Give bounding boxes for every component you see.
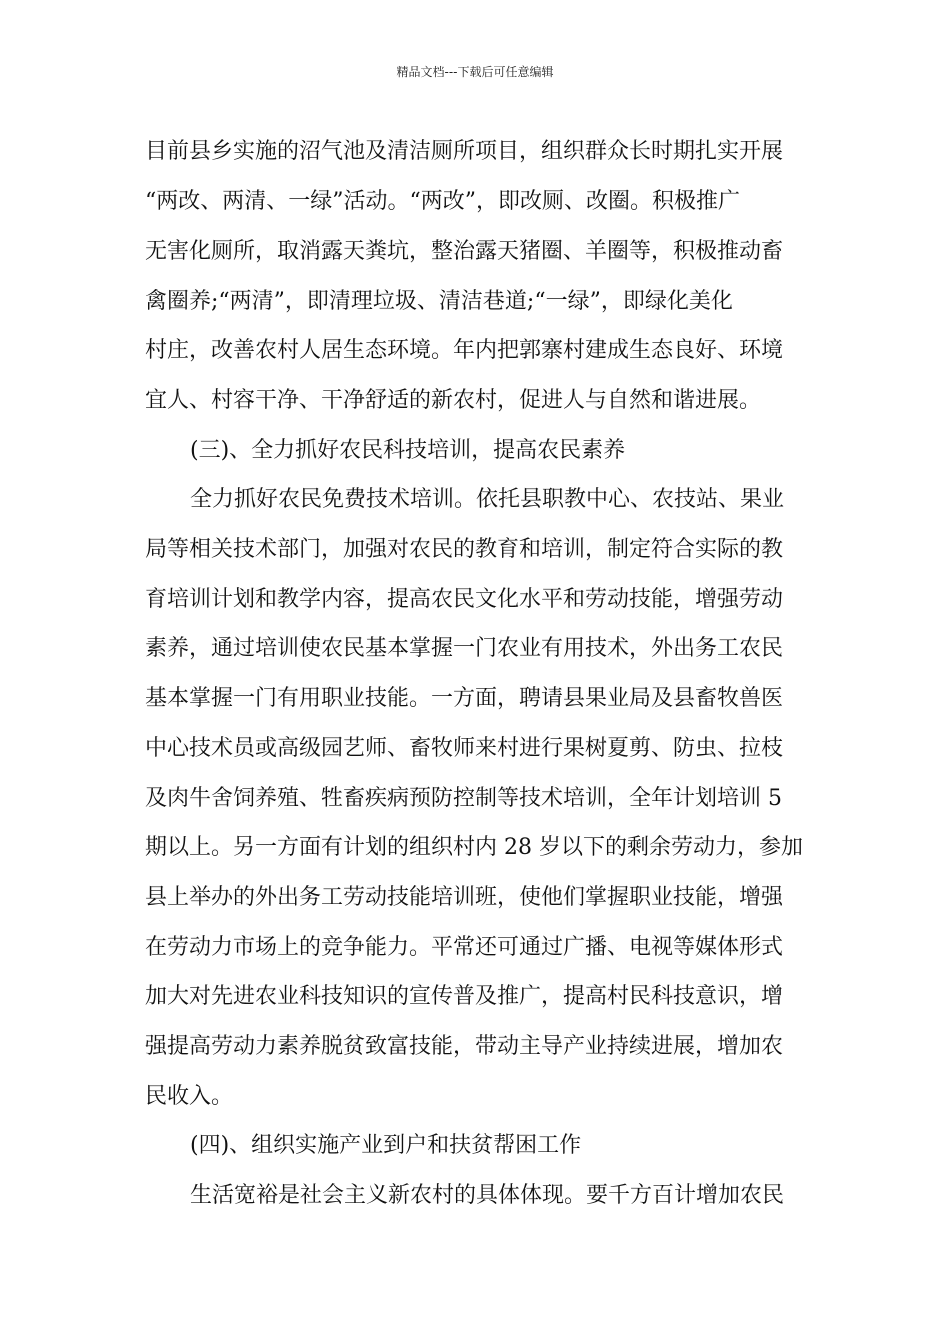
paragraph-line: 素养，通过培训使农民基本掌握一门农业有用技术，外出务工农民 [145,636,784,661]
paragraph-line: “两改、两清、一绿”活动。“两改”，即改厕、改圈。积极推广 [145,189,740,214]
paragraph-line: 及肉牛舍饲养殖、牲畜疾病预防控制等技术培训，全年计划培训 5 [145,786,782,811]
section-heading: (三)、全力抓好农民科技培训，提高农民素养 [190,438,626,463]
paragraph-line: 育培训计划和教学内容，提高农民文化水平和劳动技能，增强劳动 [145,587,784,612]
section-heading: (四)、组织实施产业到户和扶贫帮困工作 [190,1133,582,1158]
paragraph-line: 县上举办的外出务工劳动技能培训班，使他们掌握职业技能，增强 [145,885,784,910]
paragraph-line: 目前县乡实施的沼气池及清洁厕所项目，组织群众长时期扎实开展 [145,139,784,164]
paragraph-line: 强提高劳动力素养脱贫致富技能，带动主导产业持续进展，增加农 [145,1034,784,1059]
paragraph-line: 民收入。 [145,1084,234,1109]
page-header: 精品文档---下载后可任意编辑 [396,65,554,79]
paragraph-line: 村庄，改善农村人居生态环境。年内把郭寨村建成生态良好、环境 [145,338,784,363]
paragraph-line: 局等相关技术部门，加强对农民的教育和培训，制定符合实际的教 [145,537,784,562]
paragraph-line: 期以上。另一方面有计划的组织村内 28 岁以下的剩余劳动力，参加 [145,835,803,860]
paragraph-line: 全力抓好农民免费技术培训。依托县职教中心、农技站、果业 [190,487,785,512]
paragraph-line: 生活宽裕是社会主义新农村的具体体现。要千方百计增加农民 [190,1183,785,1208]
paragraph-line: 中心技术员或高级园艺师、畜牧师来村进行果树夏剪、防虫、拉枝 [145,736,784,761]
paragraph-line: 基本掌握一门有用职业技能。一方面，聘请县果业局及县畜牧兽医 [145,686,784,711]
paragraph-line: 在劳动力市场上的竞争能力。平常还可通过广播、电视等媒体形式 [145,935,784,960]
paragraph-line: 加大对先进农业科技知识的宣传普及推广，提高村民科技意识，增 [145,984,784,1009]
paragraph-line: 宜人、村容干净、干净舒适的新农村，促进人与自然和谐进展。 [145,388,762,413]
paragraph-line: 无害化厕所，取消露天粪坑，整治露天猪圈、羊圈等，积极推动畜 [145,239,784,264]
paragraph-line: 禽圈养;“两清”，即清理垃圾、清洁巷道;“一绿”，即绿化美化 [145,289,733,314]
